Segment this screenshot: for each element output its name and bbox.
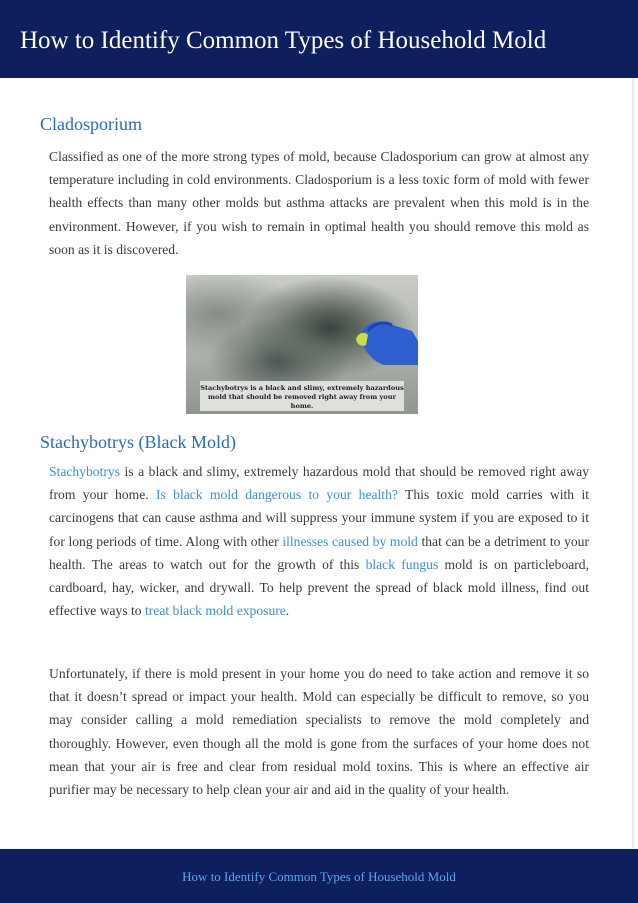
stachybotrys-link[interactable]: Stachybotrys <box>49 464 120 479</box>
footer-title: How to Identify Common Types of Household Mold <box>182 869 456 884</box>
stachybotrys-paragraph-2: Unfortunately, if there is mold present in your home you do need to take action and remove it so that it doesn’t spread or impact your health. Mold can especially be difficult to remove, so you may consider calling a mold remediation specialists to remove the mold completely and thoroughly. However, even though all the mold is gone from the surfaces of your home does not mean that your air is free and clear from residual mold toxins. This is where an effective air purifier may be necessary to help clean your air and aid in the quality of your health. <box>49 666 589 798</box>
text-span: . <box>285 603 290 619</box>
sponge-glove-icon <box>354 311 418 365</box>
black-mold-dangerous-link[interactable]: Is black mold dangerous to your health? <box>156 487 398 503</box>
cladosporium-paragraph: Classified as one of the more strong types of mold, because Cladosporium can grow at almost any temperature including in cold environments. Cladosporium is a less toxic form of mold with fewer health effects than many other molds but asthma attacks are prevalent when this mold is in the environment. However, if you wish to remain in optimal health you should remove this mold as soon as it is discovered. <box>49 149 589 257</box>
figure-caption: Stachybotrys is a black and slimy, extremely hazardous mold that should be removed right away from your home. <box>200 381 404 411</box>
text-span: This toxic mold carries with it carcinogens that can cause asthma and will suppress your immune system if you are exposed to it for long periods of time. Along with other <box>49 487 589 549</box>
section-title-stachybotrys: Stachybotrys (Black Mold) <box>40 432 236 452</box>
black-fungus-link[interactable]: black fungus <box>365 556 439 572</box>
page-title: How to Identify Common Types of Household Mold <box>20 27 547 54</box>
right-margin-rule <box>632 78 634 848</box>
illnesses-caused-by-mold-link[interactable]: illnesses caused by mold <box>282 533 418 549</box>
page-header <box>0 0 638 78</box>
text-span: mold is on particleboard, cardboard, hay, wicker, and drywall. To help prevent the spread of black mold illness, find out effective ways to <box>49 556 589 619</box>
text-span: that can be a detriment to your health. The areas to watch out for the growth of this <box>49 533 589 572</box>
mold-figure-image <box>186 275 418 414</box>
stachybotrys-paragraph-1 <box>49 460 589 622</box>
treat-black-mold-exposure-link[interactable]: treat black mold exposure <box>145 603 286 619</box>
text-span: is a black and slimy, extremely hazardous mold that should be removed right away from your home. <box>49 464 589 503</box>
section-title-cladosporium: Cladosporium <box>40 114 142 134</box>
